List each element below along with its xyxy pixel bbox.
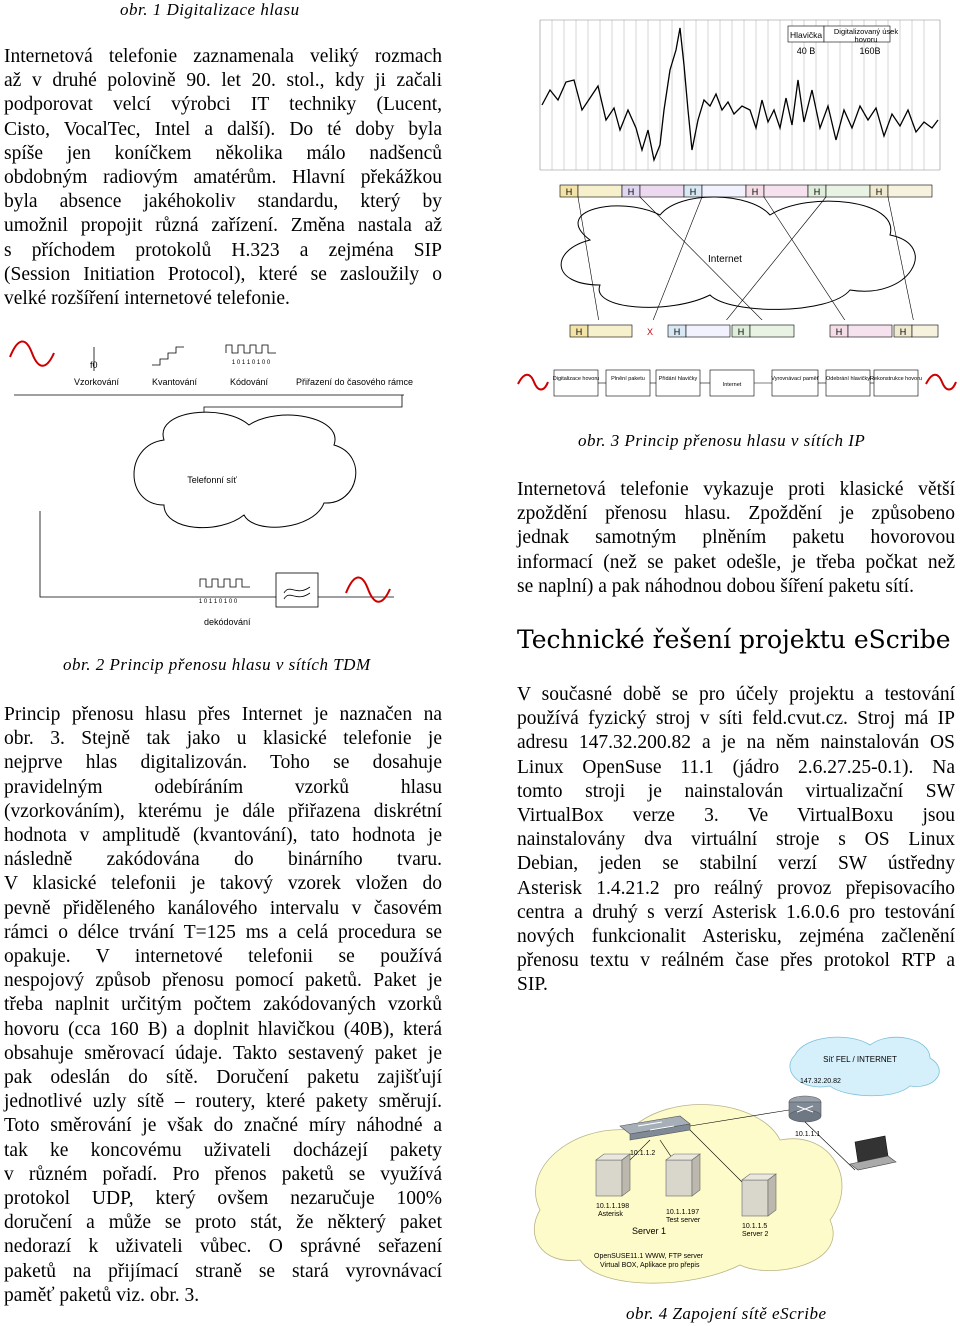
intro-line: až v druhé polovině 90. let 20. stol., kdy ji začali [4,70,442,92]
step-digitize: Digitalizace hovoru [552,376,600,382]
principle-line: paměť paketů viz. obr. 3. [4,1284,200,1306]
principle-line: nespojový způsob přenosu pomocí paketů. Paket je [4,970,442,992]
gateway-ip-label: 10.1.1.1 [795,1131,821,1138]
test-server-icon [666,1154,700,1196]
principle-line: V klasické telefonii je takový vzorek vložen do [4,873,442,895]
header-size-label: 40 B [796,46,816,56]
output-sine-icon [346,577,390,601]
router-ip-label: 147.32.20.82 [800,1078,841,1085]
decoding-label: dekódování [204,617,251,627]
test-server-label: Test server [666,1217,701,1224]
principle-line: Toto směrování je však do značné míry náhodné a [4,1115,442,1137]
payload-legend-label-2: hovoru [854,35,878,44]
svg-text:H: H [875,187,883,197]
asterisk-label: Asterisk [598,1211,623,1218]
delay-line: jednak samotným plněním paketu hovorovou [517,527,955,549]
lost-packet-mark: X [646,327,654,337]
quantization-stairs-icon [152,347,184,365]
step-reconstruct: Rekonstrukce hovoru [870,376,922,382]
principle-line: v různém pořadí. Pro přenos paketů se využívá [4,1163,442,1185]
principle-line: (vzorkováním), kterému je dále přiřazena diskrétní [4,800,442,822]
intro-line: (Session Initiation Protocol), které se zasloužily o [4,263,442,285]
header-legend-label: Hlavička [789,30,823,40]
delay-line: zpoždění přenosu hlasu. Zpoždění je způsobeno [517,503,955,525]
label-coding: Kódování [230,377,269,387]
label-sampling: Vzorkování [74,377,120,387]
fel-internet-cloud [790,1037,939,1096]
fel-cloud-label: Síť FEL / INTERNET [823,1055,897,1064]
principle-line: jednotlivé uzly sítě – routery, které pakety směrují. [4,1091,442,1113]
server2-ip-label: 10.1.1.5 [742,1223,768,1230]
server2-label: Server 2 [742,1231,769,1238]
intro-paragraph [4,45,442,311]
svg-text:H: H [565,187,573,197]
principle-line: nedorazí k uživateli vůbec. O správné seřazení [4,1236,442,1258]
svg-text:H: H [689,187,697,197]
principle-line: opakuje. V internetové telefonii se používá [4,946,442,968]
principle-line: tak ke koncovému uživateli docházejí pakety [4,1139,442,1161]
tech-line: používá fyzický stroj v síti feld.cvut.cz. Stroj má IP [517,708,955,730]
technical-paragraph [517,683,955,998]
delay-line: informací (než se paket odešle, je třeba počkat než [517,551,955,573]
fig2-caption: obr. 2 Princip přenosu hlasu v sítích TDM [63,655,371,674]
principle-line: hovoru (cca 160 B) a doplnit hlavičkou (40B), která [4,1018,442,1040]
network-diagram [510,1030,950,1300]
svg-text:H: H [813,187,821,197]
tech-line: adresu 147.32.200.82 a je na něm nainstalován OS [517,732,955,754]
intro-line: velké rozšíření internetové telefonie. [4,288,290,310]
os-line-2: Virtual BOX, Aplikace pro přepis [600,1262,700,1269]
laptop-icon [850,1136,896,1170]
step-buffer: Vyrovnávací paměť [771,376,819,382]
principle-paragraph [4,703,442,1308]
svg-text:H: H [575,327,583,337]
svg-text:H: H [627,187,635,197]
switch-ip-label: 10.1.1.2 [630,1150,656,1157]
label-quantization: Kvantování [152,377,198,387]
internet-label: Internet [708,254,742,265]
principle-line: Princip přenosu hlasu přes Internet je naznačen na [4,704,442,725]
principle-line: hodnota v amplitudě (kvantování), tato hodnota je [4,825,442,847]
ip-process-chain [516,362,960,412]
svg-text:H: H [673,327,681,337]
principle-line: nejprve hlas digitalizován. Toho se dosahuje [4,752,442,774]
fig4-caption: obr. 4 Zapojení sítě eScribe [626,1304,827,1323]
label-frame-assign: Přiřazení do časového rámce [296,377,414,387]
intro-line: byla absence jakéhokoliv standardu, který by [4,191,442,213]
principle-line: rámci o délce trvání T=125 ms a celá procedura se [4,921,442,943]
tech-line: nainstalovány dva virtuální stroje s OS Linux [517,829,955,851]
intro-line: obdobným radiovým amatérům. Hlavní překážkou [4,167,442,189]
principle-line: obsahuje směrovací údaje. Takto sestavený paket je [4,1042,442,1064]
asterisk-ip-label: 10.1.1.198 [596,1203,630,1210]
tech-line: VirtualBox verze 3. Ve VirtualBoxu jsou [517,805,955,827]
svg-text:H: H [737,327,745,337]
telephone-network-cloud [134,412,356,528]
tech-line: přenosu textu v reálném čase přes protokol RTP a [517,950,955,972]
principle-line: pevně přiděleného kanálového intervalu v časovém [4,897,442,919]
filter-icon [276,573,318,607]
tech-line: nových funkcionalit Asterisku, zejména začlenění [517,926,955,948]
payload-size-label: 160B [859,46,881,56]
principle-line: pravidelným odebíráním vzorků hlasu [4,776,442,798]
intro-line: podporovat velcí výrobci IT techniky (Lucent, [4,94,442,116]
input-sine-icon [10,341,54,365]
payload-legend-label-1: Digitalizovaný úsek [833,27,899,36]
decoded-bits-icon [200,579,250,587]
step-remove-header: Odebrání hlavičky [825,376,871,382]
fig1-caption: obr. 1 Digitalizace hlasu [120,0,300,19]
principle-line: pak odeslán do sítě. Doručení paketu zajišťují [4,1067,442,1089]
tech-line: Linux OpenSuse 11.1 (jádro 2.6.27.25-0.1). Na [517,756,955,778]
tech-line: Asterisk 1.4.21.2 pro reálný provoz přepisovacího [517,877,955,899]
intro-line: Cisto, VocalTec, Intel a další). Do té doby byla [4,118,442,140]
telephone-network-label: Telefonní síť [187,475,237,485]
step-fill: Plnění paketu [611,376,645,382]
tech-line: Debian, jeden se stabilní verzí SW ústředny [517,853,955,875]
server2-icon [742,1174,776,1216]
principle-line: doručení a může se proto stát, že některý paket [4,1212,442,1234]
chain-input-sine-icon [518,375,548,390]
principle-line: protokol UDP, který ovšem nezaručuje 100% [4,1188,442,1210]
tech-line: V současné době se pro účely projektu a testování [517,684,955,705]
bits-label: 1 0 1 1 0 1 0 0 [231,360,271,366]
bits-signal-icon [226,345,276,353]
tech-line: centra a druhý s verzí Asterisk 1.6.0.6 pro testování [517,901,955,923]
server1-label: Server 1 [632,1226,667,1236]
tech-line: tomto stroji je nainstalován virtualizační SW [517,780,955,802]
os-line-1: OpenSUSE11.1 WWW, FTP server [594,1253,704,1260]
voip-packet-diagram [530,10,950,320]
intro-line: umožnil propojit různá zařízení. Změna nastala až [4,215,442,237]
principle-line: obr. 3. Stejně tak jako u klasické telefonie je [4,728,442,750]
svg-text:H: H [899,327,907,337]
intro-line: s příchodem protokolů H.323 a zejména SIP [4,239,442,261]
asterisk-server-icon [596,1154,630,1196]
decoded-bits-label: 1 0 1 1 0 1 0 0 [198,599,238,605]
principle-line: následně zakódována do binárního tvaru. [4,849,442,871]
delay-paragraph [517,478,955,599]
step-add-header: Přidání hlavičky [658,376,698,382]
principle-line: paketů na přijímací straně se stará vyrovnávací [4,1260,442,1282]
step-internet: Internet [722,382,742,388]
test-ip-label: 10.1.1.197 [666,1209,700,1216]
arrow-to-network [204,395,402,415]
delay-line: Internetová telefonie vykazuje proti klasické větší [517,479,955,500]
principle-line: třeba naplnit určitým počtem zakódovaných vzorků [4,994,442,1016]
f0-label: f0 [90,360,98,370]
intro-line: spíše jen koníčkem několika málo nadšenců [4,142,442,164]
delay-line: se naplní) a pak náhodnou dobou šíření paketu sítí. [517,575,914,597]
section-heading: Technické řešení projektu eScribe [517,625,951,654]
fig3-caption: obr. 3 Princip přenosu hlasu v sítích IP [578,431,866,450]
packet-row-in [560,322,940,340]
svg-text:H: H [835,327,843,337]
svg-text:H: H [751,187,759,197]
tech-line: SIP. [517,974,548,996]
chain-output-sine-icon [926,375,956,390]
intro-line: Internetová telefonie zaznamenala veliký rozmach [4,46,442,67]
tdm-diagram [4,335,514,645]
router-icon [789,1096,821,1122]
